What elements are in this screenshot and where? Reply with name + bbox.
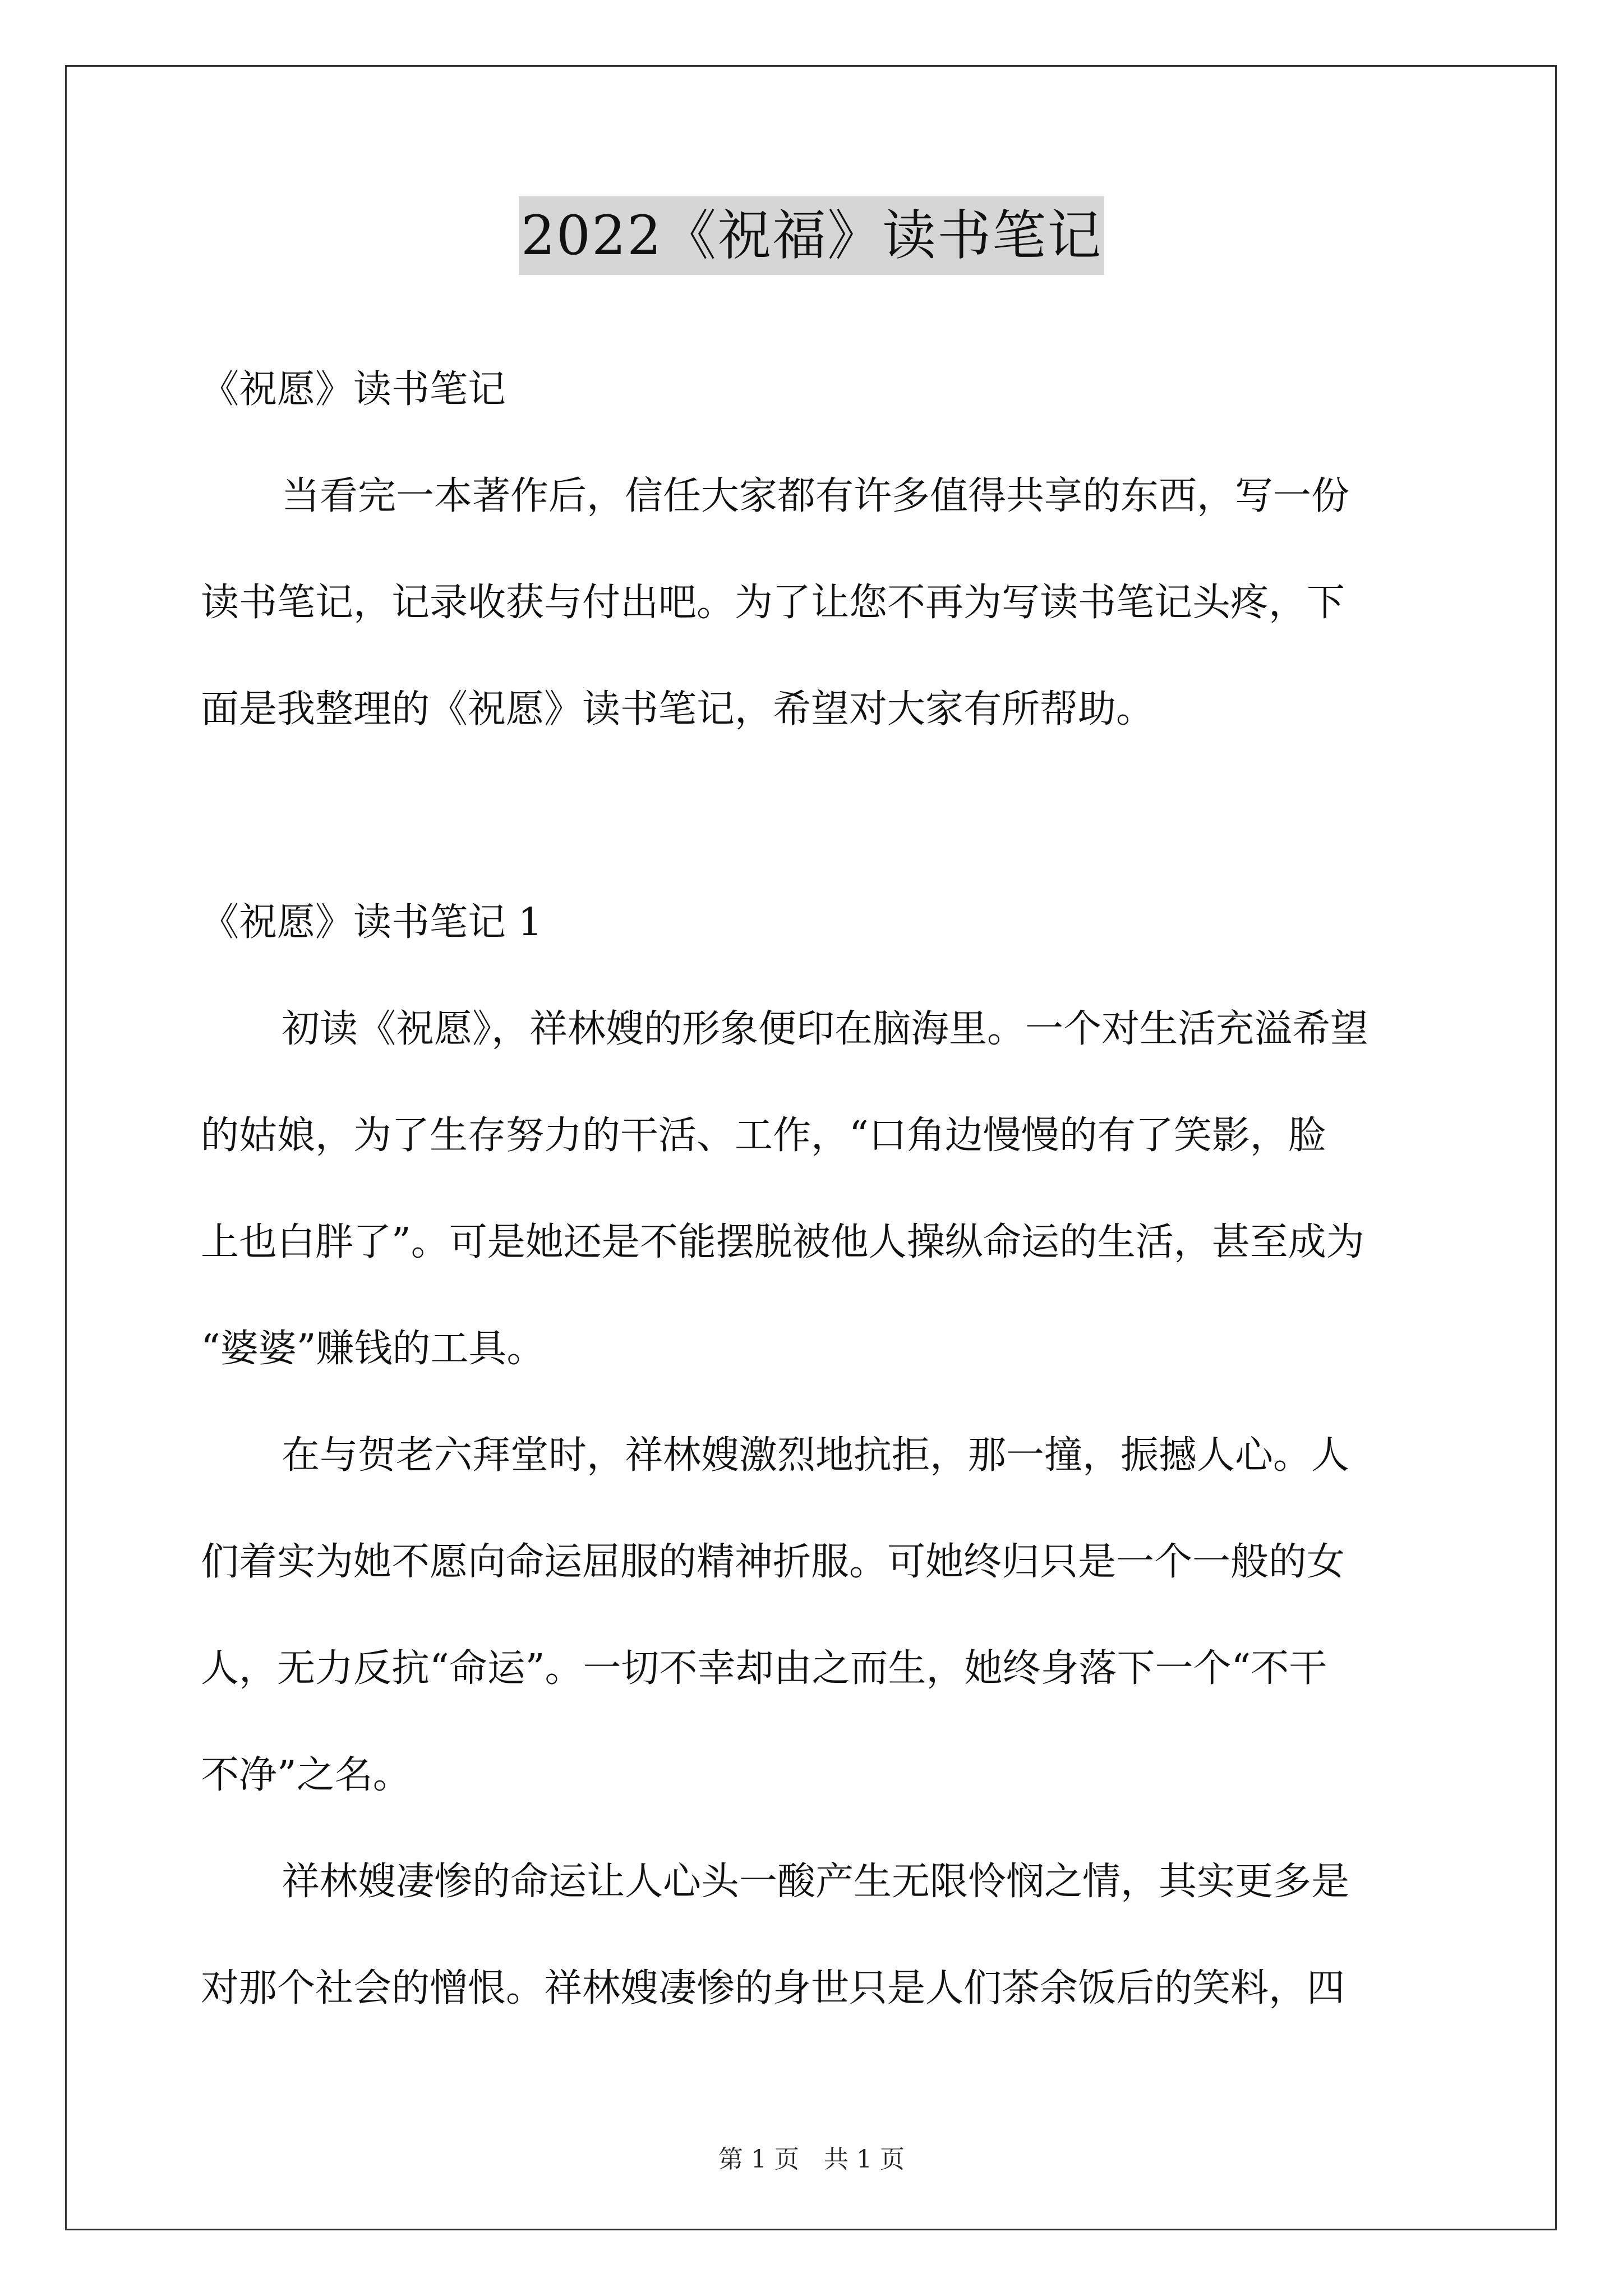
paragraph-line: “婆婆”赚钱的工具。 (201, 1327, 545, 1371)
paragraph-line: 人，无力反抗“命运”。一切不幸却由之而生，她终身落下一个“不干 (201, 1646, 1327, 1691)
document-body (201, 337, 1435, 2042)
paragraph-line: 上也白胖了”。可是她还是不能摆脱被他人操纵命运的生活，甚至成为 (201, 1220, 1364, 1264)
blank-line (201, 763, 1435, 869)
title-wrap (0, 196, 1623, 275)
paragraph-line: 当看完一本著作后，信任大家都有许多值得共享的东西，写一份 (282, 474, 1350, 518)
paragraph-line: 的姑娘，为了生存努力的干活、工作，“口角边慢慢的有了笑影，脸 (201, 1114, 1326, 1158)
paragraph-line: 读书笔记，记录收获与付出吧。为了让您不再为写读书笔记头疼，下 (201, 581, 1345, 625)
paragraph-line: 面是我整理的《祝愿》读书笔记，希望对大家有所帮助。 (201, 687, 1155, 731)
section-heading: 《祝愿》读书笔记 (201, 367, 506, 412)
paragraph-line: 初读《祝愿》，祥林嫂的形象便印在脑海里。一个对生活充溢希望 (282, 1007, 1369, 1051)
page-footer: 第 1 页 共 1 页 (718, 2145, 905, 2174)
paragraph-line: 不净”之名。 (201, 1753, 411, 1797)
paragraph-line: 在与贺老六拜堂时，祥林嫂激烈地抗拒，那一撞，振撼人心。人 (282, 1433, 1350, 1478)
document-title: 2022《祝福》读书笔记 (519, 196, 1104, 275)
paragraph-line: 对那个社会的憎恨。祥林嫂凄惨的身世只是人们茶余饭后的笑料，四 (201, 1966, 1345, 2010)
section-heading: 《祝愿》读书笔记 1 (201, 900, 542, 945)
paragraph-line: 祥林嫂凄惨的命运让人心头一酸产生无限怜悯之情，其实更多是 (282, 1860, 1350, 1904)
paragraph-line: 们着实为她不愿向命运屈服的精神折服。可她终归只是一个一般的女 (201, 1540, 1345, 1584)
